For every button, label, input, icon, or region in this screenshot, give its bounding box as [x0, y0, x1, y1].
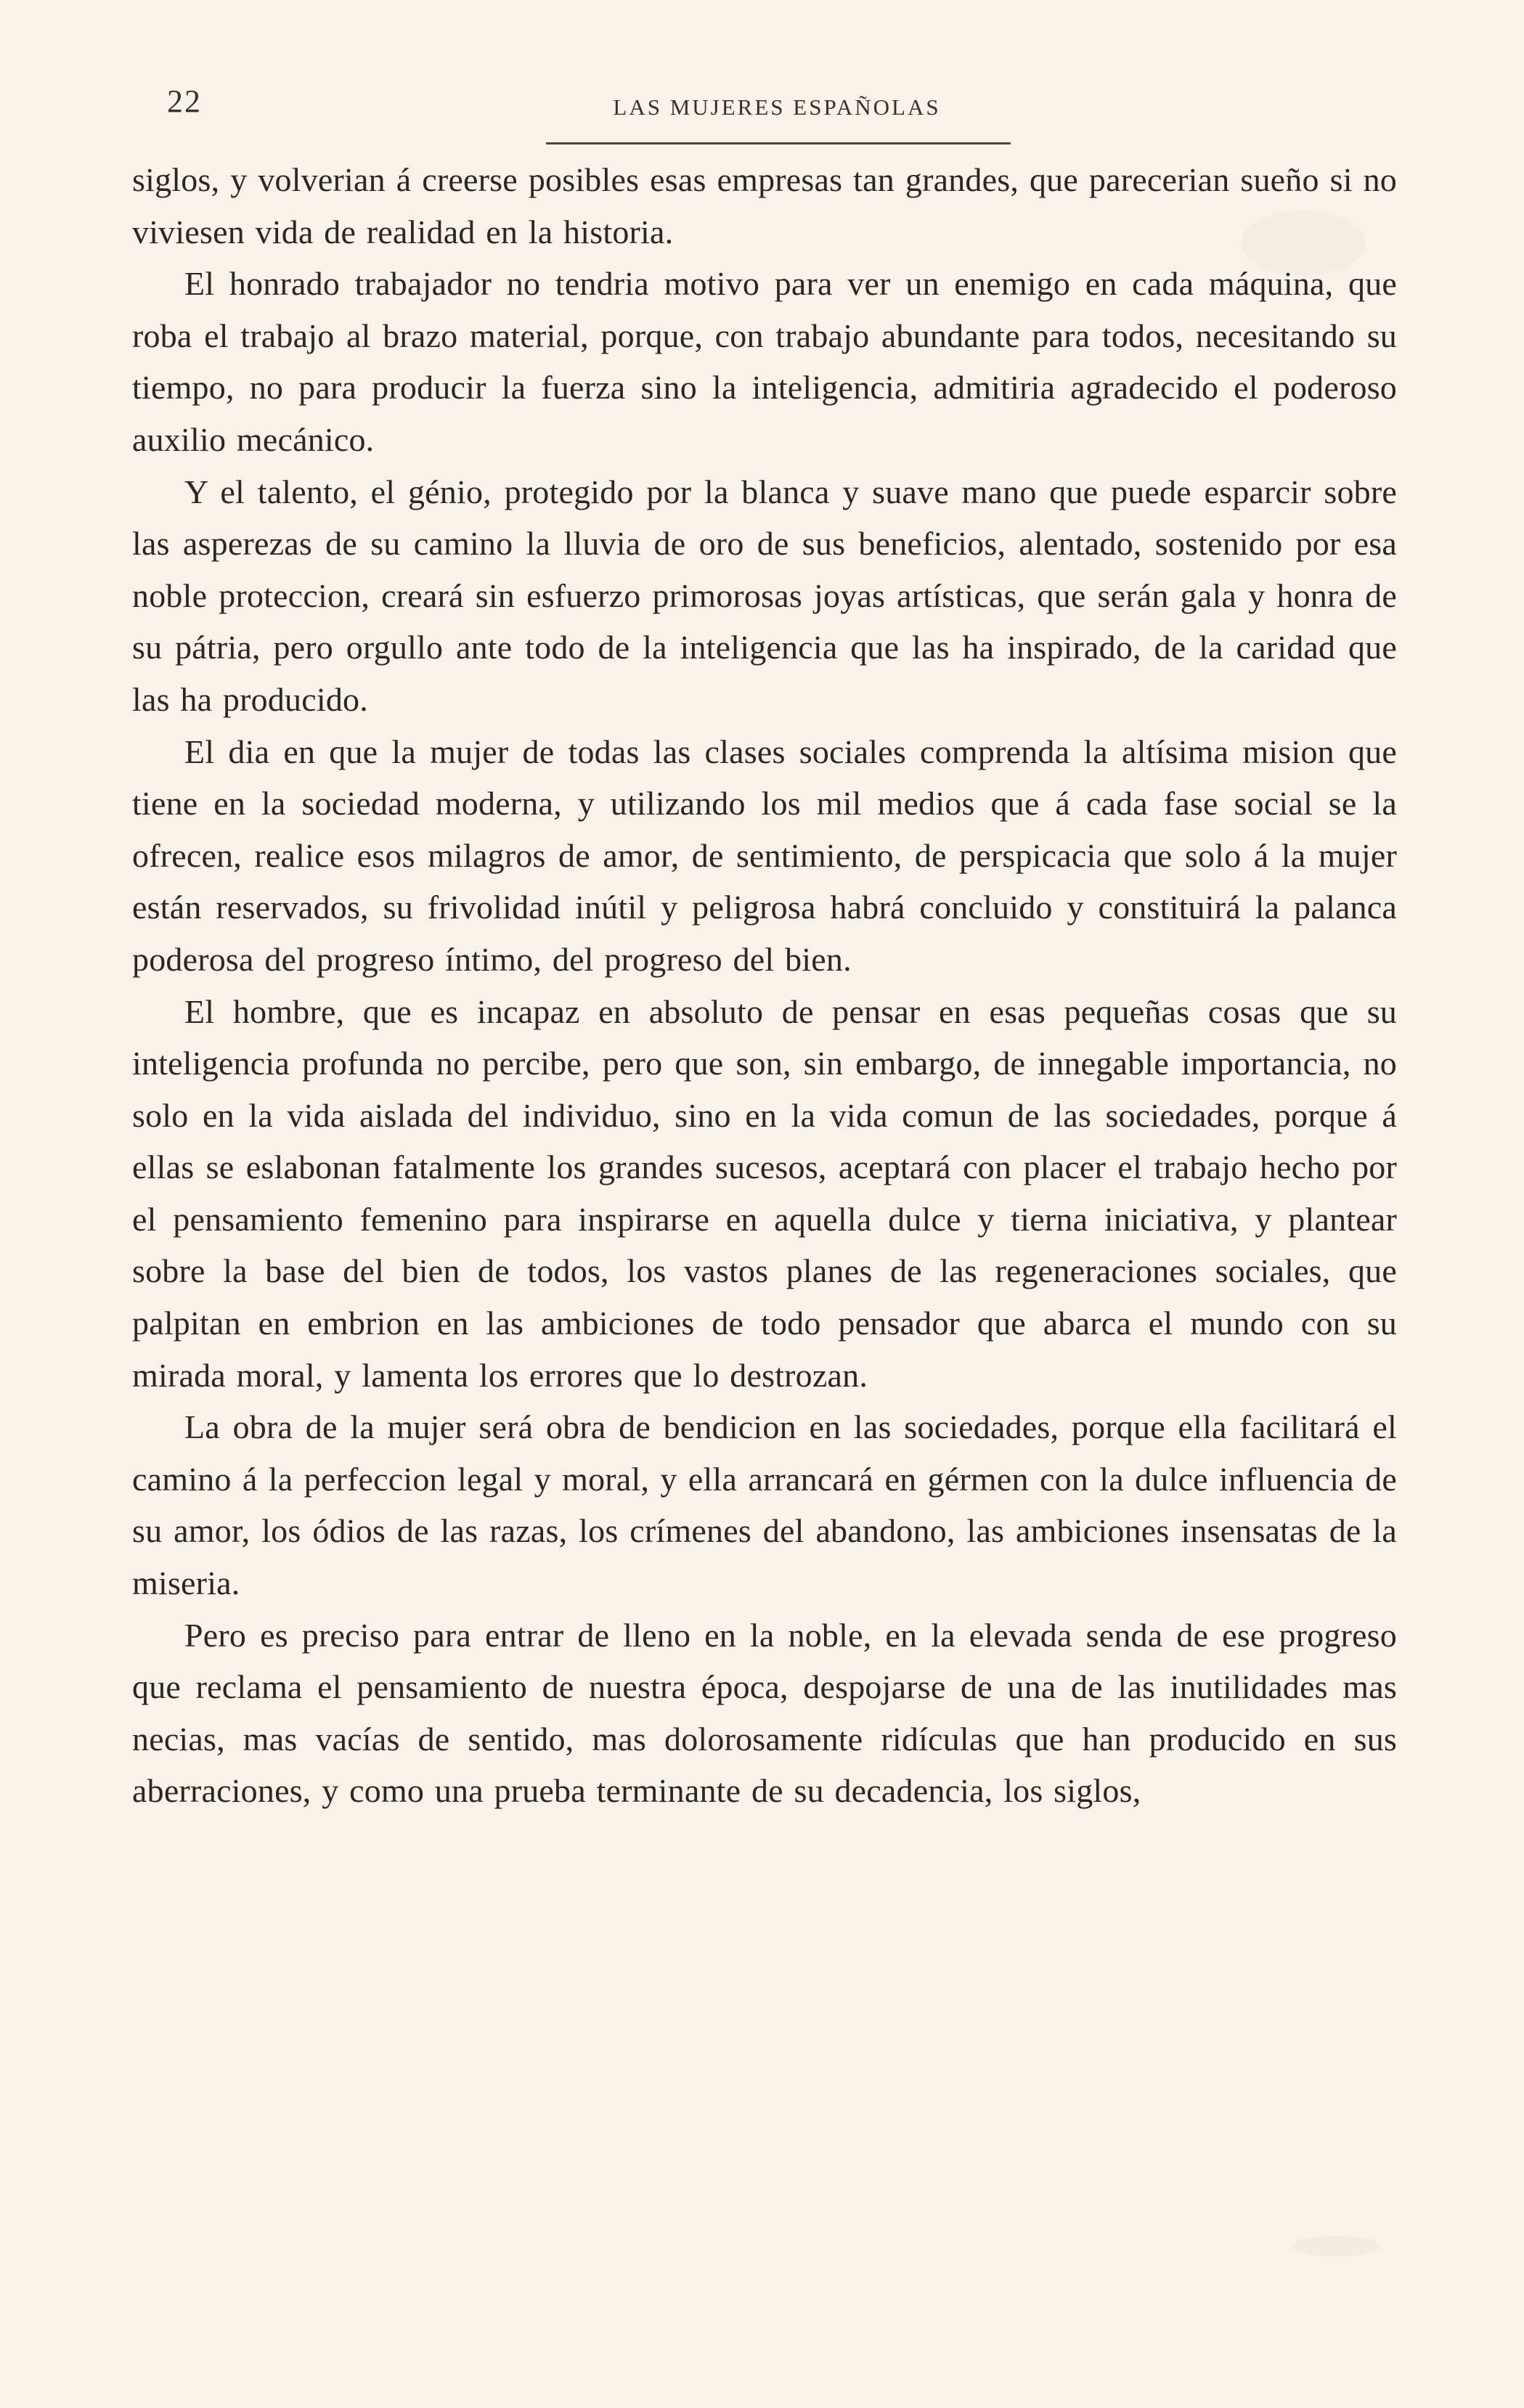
paragraph: Y el talento, el génio, protegido por la blanca y suave mano que puede esparcir sobre las asperezas de su camino la lluvia de oro de sus beneficios, alentado, sostenido por esa noble proteccion, creará sin esfuerzo primorosas joyas artísticas, que serán gala y honra de su pátria, pero orgullo ante todo de la inteligencia que las ha inspirado, de la caridad que las ha producido.	[132, 473, 1397, 718]
paragraph: El hombre, que es incapaz en absoluto de pensar en esas pequeñas cosas que su inteligencia profunda no percibe, pero que son, sin embargo, de innegable importancia, no solo en la vida aislada del individuo, sino en la vida comun de las sociedades, porque á ellas se eslabonan fatalmente los grandes sucesos, aceptará con placer el trabajo hecho por el pensamiento femenino para inspirarse en aquella dulce y tierna iniciativa, y plantear sobre la base del bien de todos, los vastos planes de las regeneraciones sociales, que palpitan en embrion en las ambiciones de todo pensador que abarca el mundo con su mirada moral, y lamenta los errores que lo destrozan.	[132, 992, 1397, 1394]
running-title: LAS MUJERES ESPAÑOLAS	[613, 94, 941, 120]
paragraph: siglos, y volverian á creerse posibles esas empresas tan grandes, que parecerian sueño si no viviesen vida de realidad en la historia.	[132, 161, 1397, 250]
paragraph: La obra de la mujer será obra de bendicion en las sociedades, porque ella facilitará el camino á la perfeccion legal y moral, y ella arrancará en gérmen con la dulce influencia de su amor, los ódios de las razas, los crímenes del abandono, las ambiciones insensatas de la miseria.	[132, 1408, 1397, 1602]
paragraph: El honrado trabajador no tendria motivo para ver un enemigo en cada máquina, que roba el trabajo al brazo material, porque, con trabajo abundante para todos, necesitando su tiempo, no para producir la fuerza sino la inteligencia, admitiria agradecido el poderoso auxilio mecánico.	[132, 265, 1397, 458]
header-rule	[546, 142, 1011, 144]
paragraph: Pero es preciso para entrar de lleno en la noble, en la elevada senda de ese progreso que reclama el pensamiento de nuestra época, despojarse de una de las inutilidades mas necias, mas vacías de sentido, mas dolorosamente ridículas que han producido en sus aberraciones, y como una prueba terminante de su decadencia, los siglos,	[132, 1616, 1397, 1810]
body-text	[132, 154, 1397, 1817]
paragraph: El dia en que la mujer de todas las clases sociales comprenda la altísima mision que tiene en la sociedad moderna, y utilizando los mil medios que á cada fase social se la ofrecen, realice esos milagros de amor, de sentimiento, de perspicacia que solo á la mujer están reservados, su frivolidad inútil y peligrosa habrá concluido y constituirá la palanca poderosa del progreso íntimo, del progreso del bien.	[132, 732, 1397, 978]
page-number: 22	[167, 83, 202, 119]
paper-stain	[1292, 2236, 1380, 2256]
